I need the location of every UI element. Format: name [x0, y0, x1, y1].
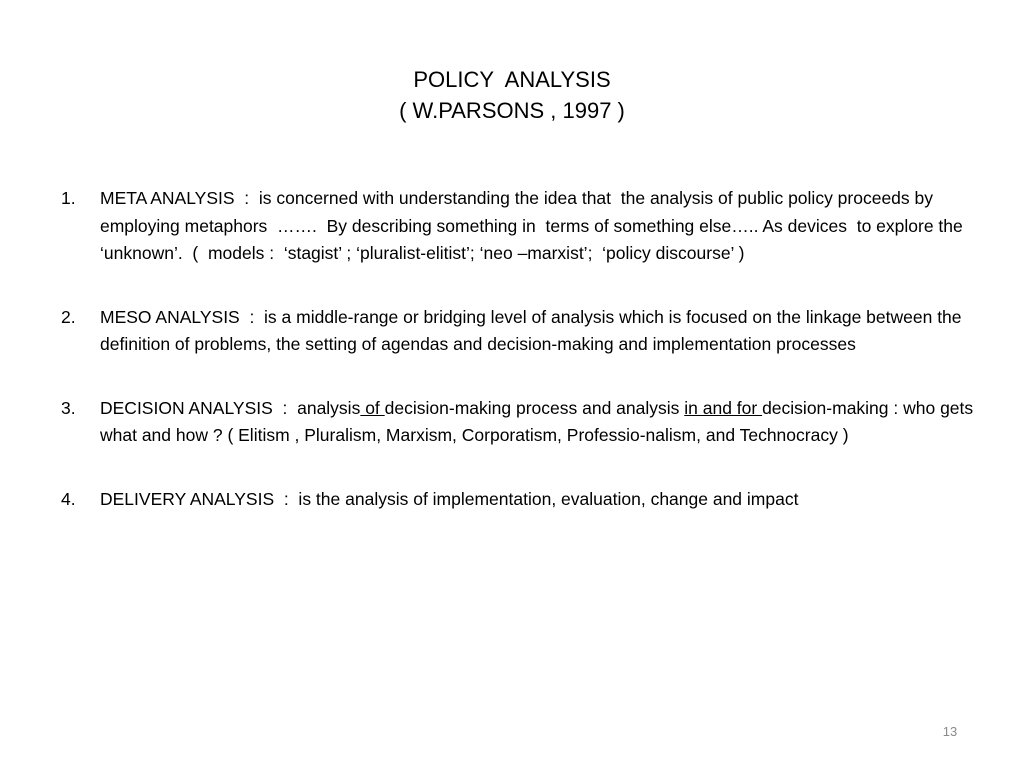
underlined-of: of [360, 397, 385, 418]
list-number: 3. [61, 397, 76, 418]
text-segment: DECISION ANALYSIS : analysis [100, 397, 361, 418]
list-item-delivery-analysis [58, 486, 978, 514]
page-number: 13 [942, 724, 958, 739]
list-item-decision-analysis [58, 395, 978, 450]
text-segment: decision-making process and analysis [384, 397, 685, 418]
list-item-text: META ANALYSIS : is concerned with understanding the idea that the analysis of public policy proceeds by employing metaphors ……. By describing something in terms of something else….. As devices to explore the ‘unknown’. ( models : ‘stagist’ ; ‘pluralist-elitist’; ‘neo –marxist’; ‘policy discourse’ ) [100, 188, 968, 263]
text-segment: decision-making : who gets what and how ? ( Elitism , Pluralism, Marxism, Corporatism, Professio-nalism, and Technocracy ) [100, 397, 979, 445]
list-item-meso-analysis [58, 304, 978, 359]
list-item-text [100, 395, 978, 450]
numbered-list [58, 185, 978, 549]
list-number: 4. [61, 488, 76, 509]
title-line-2: ( W.PARSONS , 1997 ) [399, 98, 625, 123]
underlined-in-and-for: in and for [684, 397, 763, 418]
list-item-meta-analysis [58, 185, 978, 268]
list-number: 1. [61, 188, 76, 208]
list-item-text: MESO ANALYSIS : is a middle-range or bridging level of analysis which is focused on the linkage between the definition of problems, the setting of agendas and decision-making and implementation processes [100, 306, 967, 354]
title-line-1: POLICY ANALYSIS [413, 67, 611, 92]
slide-title [0, 64, 1024, 126]
list-item-text: DELIVERY ANALYSIS : is the analysis of implementation, evaluation, change and impact [100, 488, 799, 509]
list-number: 2. [61, 306, 76, 327]
